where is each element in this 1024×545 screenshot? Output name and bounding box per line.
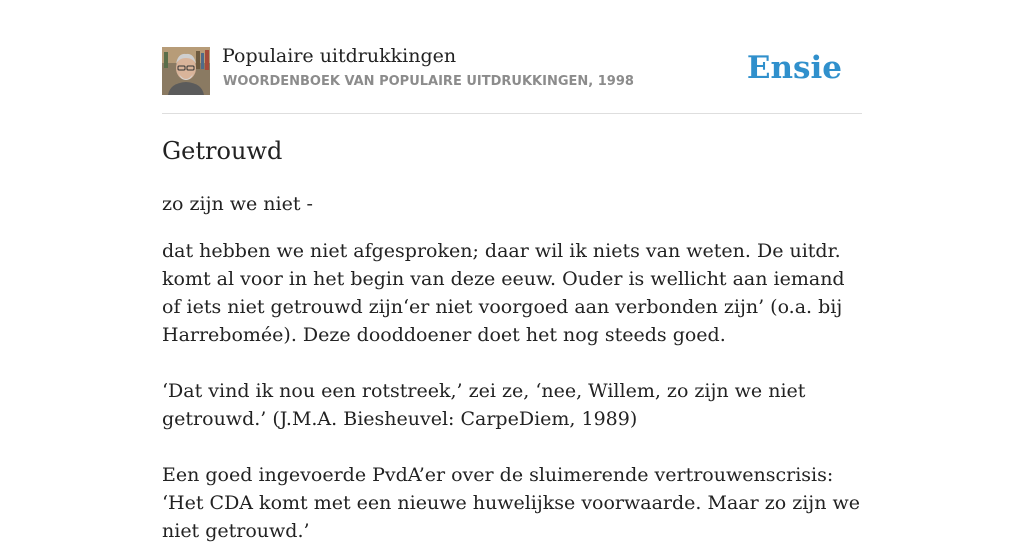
avatar[interactable] xyxy=(162,47,210,95)
entry-quote: ‘Dat vind ik nou een rotstreek,’ zei ze, ‘nee, Willem, zo zijn we niet getrouwd.’ (J.M.A. Biesheuvel: CarpeDiem, 1989) xyxy=(162,380,806,430)
ensie-logo[interactable]: Ensie xyxy=(746,50,842,86)
author-portrait-icon xyxy=(162,47,210,95)
entry-paragraph: dat hebben we niet afgesproken; daar wil ik niets van weten. De uitdr. komt al voor in het begin van deze eeuw. Ouder is wellicht aan iemand of iets niet getrouwd zijn‘er niet voorgoed aan verbonden zijn’ (o.a. bij Harrebomée). Deze dooddoener doet het nog steeds goed. xyxy=(162,240,845,346)
content-column xyxy=(162,0,862,542)
entry-quote: Een goed ingevoerde PvdA’er over de sluimerende vertrouwenscrisis: ‘Het CDA komt met een nieuwe huwelijkse voorwaarde. Maar zo zijn we niet getrouwd.’ xyxy=(162,464,860,542)
source-header xyxy=(162,0,862,114)
entry-title: Getrouwd xyxy=(162,137,283,165)
source-subtitle: WOORDENBOEK VAN POPULAIRE UITDRUKKINGEN, 1998 xyxy=(223,74,634,89)
entry-summary: zo zijn we niet - xyxy=(162,193,313,215)
source-title[interactable]: Populaire uitdrukkingen xyxy=(222,45,457,67)
